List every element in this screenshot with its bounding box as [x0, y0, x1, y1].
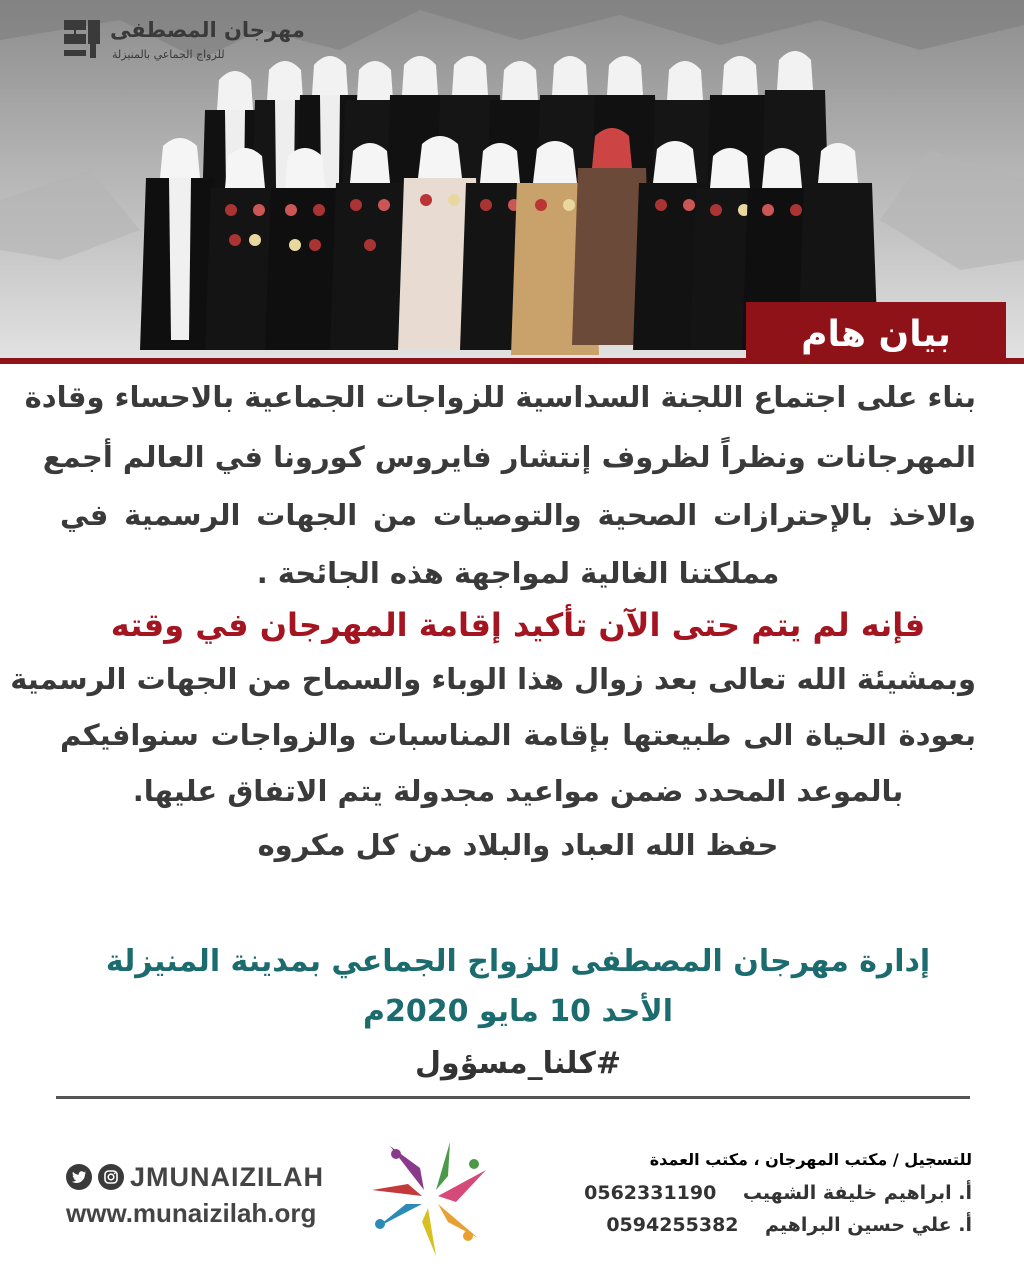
festival-emblem-icon	[368, 1136, 492, 1260]
registration-place: مكتب المهرجان ، مكتب العمدة	[649, 1150, 888, 1169]
logo-tagline: للزواج الجماعي بالمنيزلة	[112, 48, 225, 61]
logo-mark-icon	[60, 12, 104, 64]
social-handle[interactable]: JMUNAIZILAH	[130, 1161, 324, 1192]
instagram-icon[interactable]	[98, 1164, 124, 1190]
twitter-icon[interactable]	[66, 1164, 92, 1190]
social-row	[66, 1160, 356, 1194]
statement-line-6: بعودة الحياة الى طبيعتها بإقامة المناسبات والزواجات سنوافيكم	[60, 718, 976, 752]
festival-logo	[60, 12, 310, 72]
header-photo	[0, 0, 1024, 360]
contact-phone[interactable]: 0562331190	[584, 1182, 717, 1204]
website-link[interactable]: www.munaizilah.org	[66, 1198, 317, 1228]
statement-closing: حفظ الله العباد والبلاد من كل مكروه	[257, 828, 779, 862]
contact-name: أ. علي حسين البراهيم	[765, 1214, 972, 1236]
statement-line-7: بالموعد المحدد ضمن مواعيد مجدولة يتم الاتفاق عليها.	[132, 774, 904, 808]
logo-name: مهرجان المصطفى	[110, 18, 305, 42]
contact-2	[502, 1214, 972, 1236]
organization-name: إدارة مهرجان المصطفى للزواج الجماعي بمدينة المنيزلة	[105, 944, 931, 979]
statement-line-5: وبمشيئة الله تعالى بعد زوال هذا الوباء والسماح من الجهات الرسمية	[10, 662, 976, 696]
statement-line-1: بناء على اجتماع اللجنة السداسية للزواجات الجماعية بالاحساء وقادة	[24, 380, 976, 414]
announcement-badge: بيان هام	[746, 302, 1006, 360]
footer-divider	[56, 1096, 970, 1099]
registration-lead: للتسجيل /	[892, 1150, 972, 1169]
statement-highlight: فإنه لم يتم حتى الآن تأكيد إقامة المهرجان في وقته	[110, 606, 926, 644]
contact-phone[interactable]: 0594255382	[606, 1214, 739, 1236]
announcement-date: الأحد 10 مايو 2020م	[362, 994, 674, 1029]
hashtag: #كلنا_مسؤول	[415, 1046, 621, 1081]
contact-1	[502, 1182, 972, 1204]
header-divider	[0, 358, 1024, 364]
statement-line-4: مملكتنا الغالية لمواجهة هذه الجائحة .	[256, 556, 780, 590]
registration-title	[502, 1150, 972, 1169]
social-block	[66, 1160, 356, 1229]
statement-line-2: المهرجانات ونظراً لظروف إنتشار فايروس كورونا في العالم أجمع	[42, 440, 976, 474]
statement-line-3: والاخذ بالإحترازات الصحية والتوصيات من الجهات الرسمية في	[60, 498, 976, 532]
contact-name: أ. ابراهيم خليفة الشهيب	[742, 1182, 972, 1204]
